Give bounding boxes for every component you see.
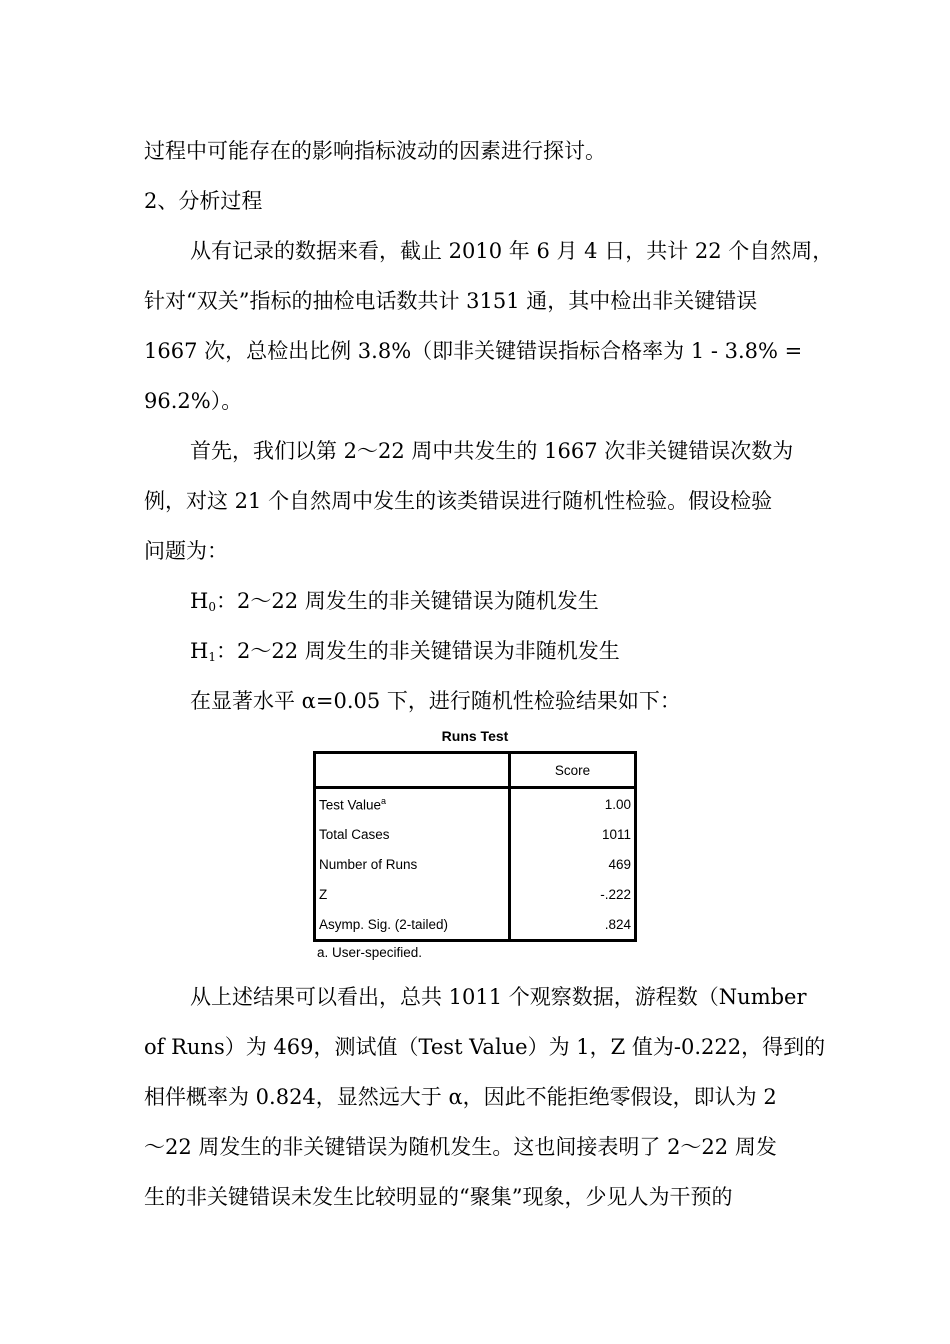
row-label-text: Test Value: [319, 797, 382, 813]
table-title: Runs Test: [441, 728, 509, 744]
row-label: Total Cases: [315, 819, 510, 849]
paragraph-line: 96.2%）。: [144, 389, 243, 413]
row-value: 1011: [601, 826, 631, 842]
hypothesis-letter: H: [190, 589, 209, 613]
hypothesis-subscript: 0: [208, 600, 216, 614]
row-value: 469: [608, 856, 631, 872]
paragraph-line: 问题为：: [144, 539, 228, 563]
paragraph-line: 相伴概率为 0.824，显然远大于 α，因此不能拒绝零假设，即认为 2: [144, 1085, 777, 1109]
table-footnote: a. User-specified.: [317, 945, 423, 960]
paragraph-line: 生的非关键错误未发生比较明显的“聚集”现象，少见人为干预的: [144, 1185, 733, 1209]
hypothesis-h1: [190, 637, 620, 668]
hypothesis-text: ：2～22 周发生的非关键错误为随机发生: [215, 589, 599, 613]
footnote-marker: a: [381, 795, 387, 806]
paragraph-line: 在显著水平 α=0.05 下，进行随机性检验结果如下：: [190, 689, 681, 713]
row-value: -.222: [600, 886, 631, 902]
paragraph-line: 1667 次，总检出比例 3.8%（即非关键错误指标合格率为 1 - 3.8% =: [144, 339, 803, 363]
hypothesis-subscript: 1: [208, 650, 216, 664]
hypothesis-letter: H: [190, 639, 209, 663]
paragraph-line: 从有记录的数据来看，截止 2010 年 6 月 4 日，共计 22 个自然周，: [190, 239, 834, 263]
table-row: [315, 879, 636, 909]
paragraph-line: 过程中可能存在的影响指标波动的因素进行探讨。: [144, 139, 606, 163]
paragraph-line: 针对“双关”指标的抽检电话数共计 3151 通，其中检出非关键错误: [144, 289, 758, 313]
table-row: [315, 819, 636, 849]
runs-test-table: [313, 751, 637, 942]
header-empty-cell: [315, 753, 510, 788]
row-value: .824: [604, 916, 631, 932]
table-row: [315, 788, 636, 820]
table-row: [315, 909, 636, 941]
paragraph-line: of Runs）为 469，测试值（Test Value）为 1，Z 值为-0.222，得到的: [144, 1035, 826, 1059]
row-label: Number of Runs: [315, 849, 510, 879]
row-label: [315, 788, 510, 820]
section-heading: 2、分析过程: [144, 189, 263, 213]
column-header: Score: [510, 753, 636, 788]
row-value: 1.00: [604, 796, 631, 812]
paragraph-line: 首先，我们以第 2～22 周中共发生的 1667 次非关键错误次数为: [190, 439, 794, 463]
table-header-row: [315, 753, 636, 788]
table-row: [315, 849, 636, 879]
row-label: Asymp. Sig. (2-tailed): [315, 909, 510, 941]
paragraph-line: ～22 周发生的非关键错误为随机发生。这也间接表明了 2～22 周发: [144, 1135, 777, 1159]
hypothesis-h0: [190, 587, 599, 618]
paragraph-line: 从上述结果可以看出，总共 1011 个观察数据，游程数（Number: [190, 985, 807, 1009]
row-label: Z: [315, 879, 510, 909]
hypothesis-text: ：2～22 周发生的非关键错误为非随机发生: [215, 639, 620, 663]
paragraph-line: 例，对这 21 个自然周中发生的该类错误进行随机性检验。假设检验: [144, 489, 773, 513]
